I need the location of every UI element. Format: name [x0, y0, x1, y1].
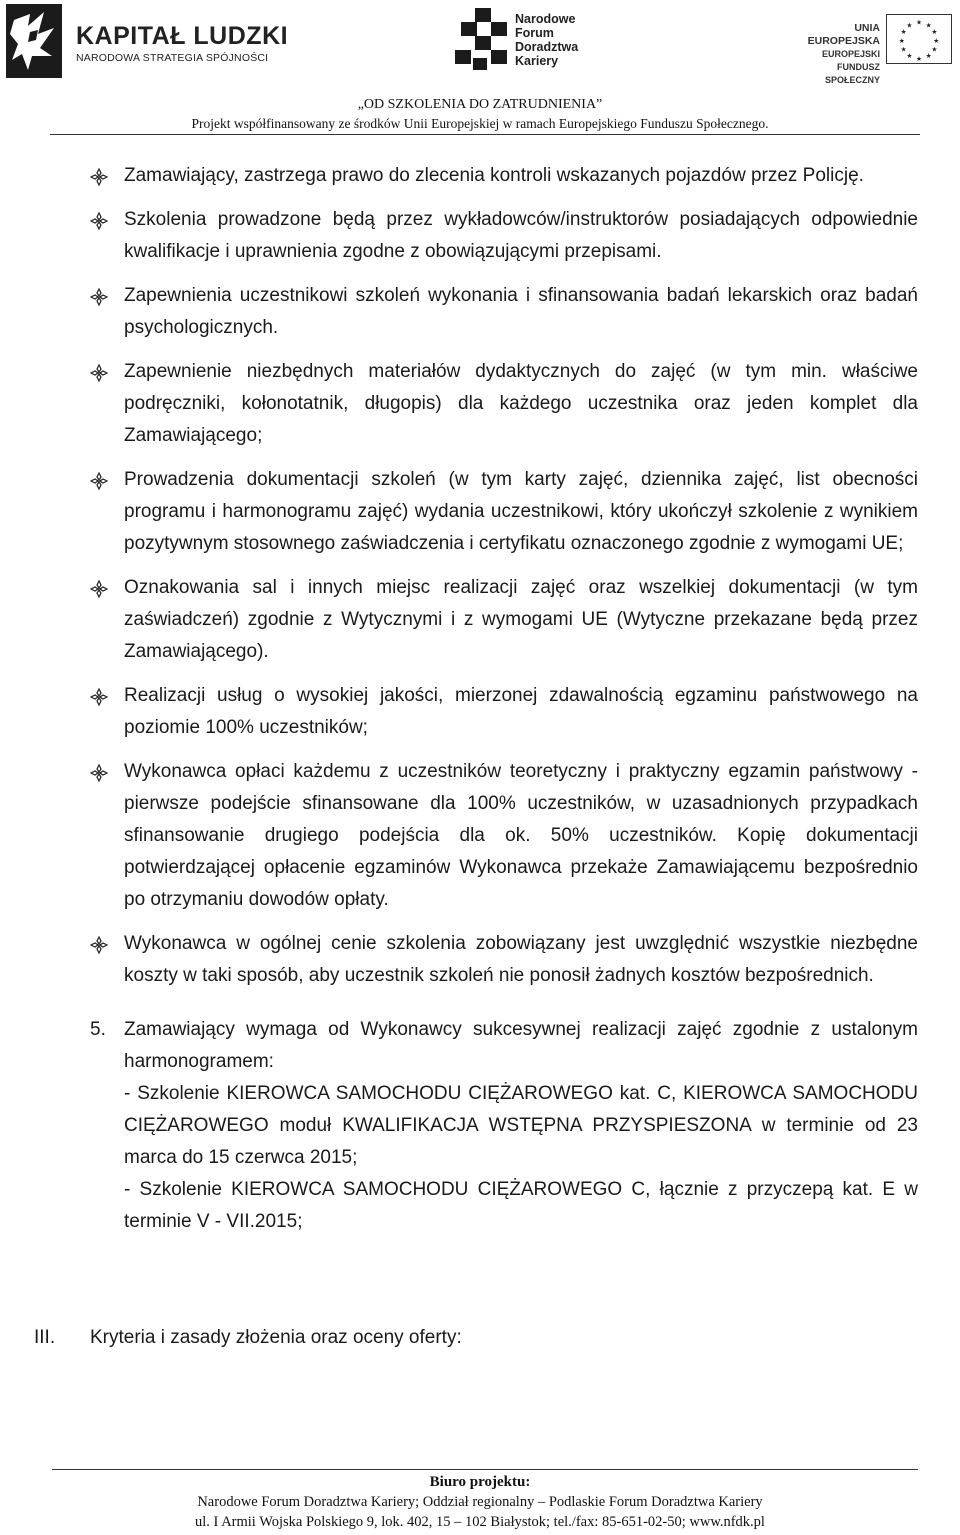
svg-text:★: ★ — [915, 55, 923, 64]
list-item — [90, 572, 918, 668]
diamond-bullet-icon — [90, 212, 108, 230]
nfdk-logo — [455, 8, 579, 78]
list-item — [90, 464, 918, 560]
diamond-bullet-icon — [90, 364, 108, 382]
list-item-text: Realizacji usług o wysokiej jakości, mierzonej zdawalnością egzaminu państwowego na poziomie 100% uczestników; — [124, 685, 918, 738]
eu-line-3: FUNDUSZ SPOŁECZNY — [824, 62, 880, 85]
eu-logo — [780, 14, 955, 85]
svg-text:★: ★ — [906, 52, 913, 61]
kapital-ludzki-title: KAPITAŁ LUDZKI — [76, 22, 289, 50]
footer-divider — [52, 1469, 918, 1470]
page-footer — [0, 1472, 960, 1532]
diamond-bullet-icon — [90, 168, 108, 186]
diamond-bullet-icon — [90, 288, 108, 306]
page-header — [0, 0, 960, 140]
list-item — [90, 204, 918, 268]
svg-text:★: ★ — [900, 45, 907, 54]
list-item-text: Wykonawca w ogólnej cenie szkolenia zobowiązany jest uwzględnić wszystkie niezbędne koszty w taki sposób, aby uczestnik szkoleń nie ponosił żadnych kosztów bezpośrednich. — [124, 933, 918, 986]
footer-line: ul. I Armii Wojska Polskiego 9, lok. 402, 15 – 102 Białystok; tel./fax: 85-651-02-50; www.nfdk.pl — [195, 1514, 765, 1530]
list-item-text: Zamawiający, zastrzega prawo do zlecenia kontroli wskazanych pojazdów przez Policję. — [124, 165, 864, 186]
list-item — [90, 680, 918, 744]
nfdk-text — [515, 12, 578, 68]
kapital-ludzki-flag-icon — [6, 4, 62, 78]
kapital-ludzki-subtitle: NARODOWA STRATEGIA SPÓJNOŚCI — [76, 52, 269, 64]
diamond-bullet-icon — [90, 580, 108, 598]
nfdk-line: Kariery — [515, 54, 559, 68]
section-title: Kryteria i zasady złożenia oraz oceny oferty: — [90, 1327, 462, 1348]
svg-text:★: ★ — [925, 21, 932, 30]
nfdk-line: Doradztwa — [515, 40, 579, 54]
list-item — [90, 756, 918, 916]
eu-line-1: UNIA EUROPEJSKA — [807, 22, 880, 47]
list-item-text: Zapewnienia uczestnikowi szkoleń wykonania i sfinansowania badań lekarskich oraz badań psychologicznych. — [124, 285, 918, 338]
list-item — [90, 356, 918, 452]
project-subtitle: Projekt współfinansowany ze środków Unii Europejskiej w ramach Europejskiego Funduszu Społecznego. — [191, 116, 769, 131]
diamond-bullet-icon — [90, 472, 108, 490]
section-number: III. — [34, 1327, 56, 1348]
svg-text:★: ★ — [900, 28, 907, 37]
svg-text:★: ★ — [898, 36, 905, 45]
svg-text:★: ★ — [925, 52, 932, 61]
footer-title: Biuro projektu: — [429, 1474, 531, 1490]
list-item — [90, 280, 918, 344]
diamond-bullet-icon — [90, 764, 108, 782]
list-item — [90, 160, 918, 192]
diamond-bullet-icon — [90, 688, 108, 706]
schedule-line: - Szkolenie KIEROWCA SAMOCHODU CIĘŻAROWEGO kat. C, KIEROWCA SAMOCHODU CIĘŻAROWEGO moduł KWALIFIKACJA WSTĘPNA PRZYSPIESZONA w terminie od 23 marca do 15 czerwca 2015; — [124, 1083, 918, 1168]
list-item-text: Prowadzenia dokumentacji szkoleń (w tym karty zajęć, dziennika zajęć, list obecności programu i harmonogramu zajęć) wydania uczestnikowi, który ukończył szkolenie z wynikiem pozytywnym stosownego zaświadczenia i certyfikatu oznaczonego zgodnie z wymogami UE; — [124, 469, 918, 554]
list-item-text: Wykonawca opłaci każdemu z uczestników teoretyczny i praktyczny egzamin państwowy - pierwsze podejście sfinansowane dla 100% uczestników, w uzasadnionych przypadkach sfinansowanie drugiego podejścia dla ok. 50% uczestników. Kopię dokumentacji potwierdzającej opłacenie egzaminów Wykonawca przekaże Zamawiającemu bezpośrednio po otrzymaniu dowodów opłaty. — [124, 761, 918, 910]
eu-logo-text — [780, 22, 880, 87]
item-number: 5. — [90, 1019, 106, 1040]
schedule-line: - Szkolenie KIEROWCA SAMOCHODU CIĘŻAROWEGO C, łącznie z przyczepą kat. E w terminie V - VII.2015; — [124, 1179, 918, 1232]
svg-text:★: ★ — [915, 18, 923, 27]
list-item-text: Oznakowania sal i innych miejsc realizacji zajęć oraz wszelkiej dokumentacji (w tym zaświadczeń) zgodnie z Wytycznymi i z wymogami UE (Wytyczne przekazane będą przez Zamawiającego). — [124, 577, 918, 662]
project-title: „OD SZKOLENIA DO ZATRUDNIENIA” — [357, 97, 603, 112]
svg-text:★: ★ — [906, 21, 913, 30]
footer-line: Narodowe Forum Doradztwa Kariery; Oddział regionalny – Podlaskie Forum Doradztwa Kariery — [197, 1494, 763, 1510]
diamond-bullet-icon — [90, 936, 108, 954]
svg-text:★: ★ — [931, 45, 938, 54]
numbered-item-5 — [90, 1014, 918, 1238]
list-item — [90, 928, 918, 992]
kapital-ludzki-logo — [6, 4, 289, 78]
nfdk-mark-icon — [455, 8, 511, 72]
svg-text:★: ★ — [933, 36, 940, 45]
document-body — [90, 160, 918, 1238]
header-divider — [50, 134, 920, 135]
eu-flag-icon — [886, 14, 952, 64]
list-item-text: Szkolenia prowadzone będą przez wykładowców/instruktorów posiadających odpowiednie kwalifikacje i uprawnienia zgodne z obowiązującymi przepisami. — [124, 209, 918, 262]
item-intro: Zamawiający wymaga od Wykonawcy sukcesywnej realizacji zajęć zgodnie z ustalonym harmonogramem: — [124, 1019, 918, 1072]
eu-line-2: EUROPEJSKI — [821, 49, 880, 59]
nfdk-line: Forum — [515, 26, 554, 40]
list-item-text: Zapewnienie niezbędnych materiałów dydaktycznych do zajęć (w tym min. właściwe podręczniki, kołonotatnik, długopis) dla każdego uczestnika oraz jeden komplet dla Zamawiającego; — [124, 361, 918, 446]
svg-text:★: ★ — [931, 28, 938, 37]
nfdk-line: Narodowe — [515, 12, 576, 26]
